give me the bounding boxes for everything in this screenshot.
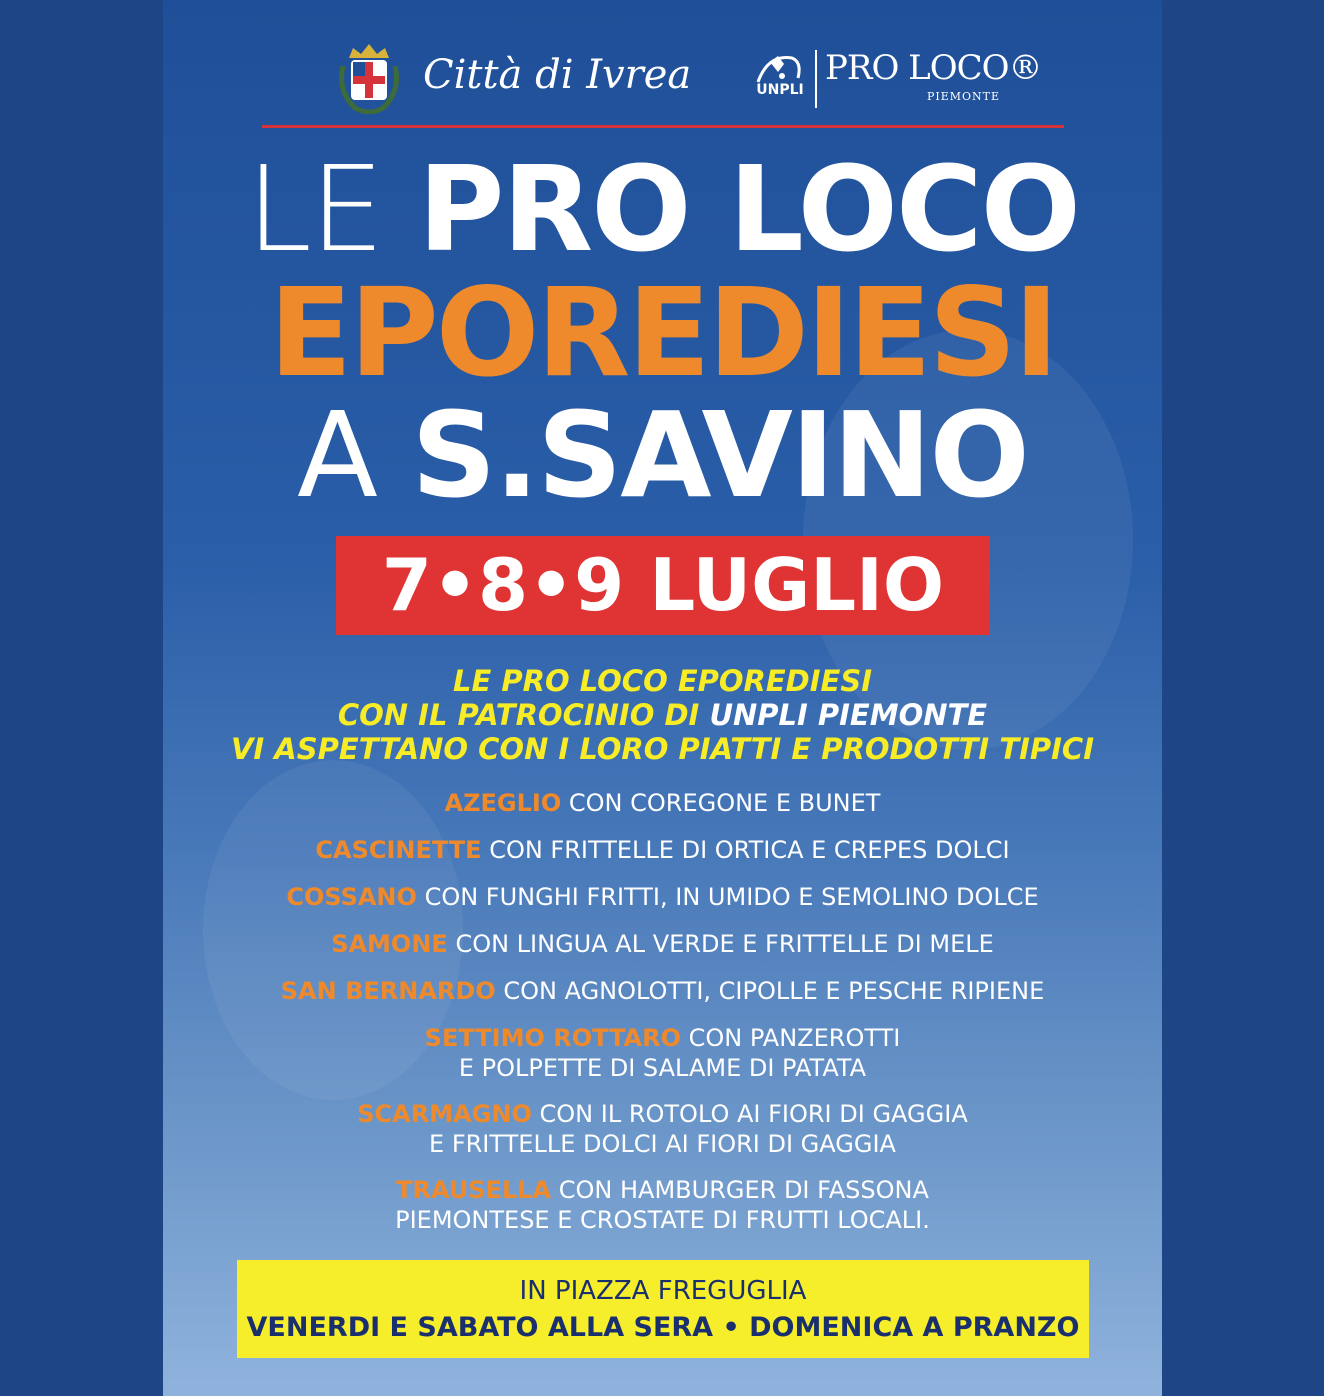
town-name: SETTIMO ROTTARO: [424, 1024, 681, 1052]
dish-text: CON COREGONE E BUNET: [568, 789, 881, 817]
dish-text: CON HAMBURGER DI FASSONA: [558, 1176, 929, 1204]
intro-text: [163, 664, 1162, 766]
unpli-label: UNPLI: [756, 82, 804, 98]
list-item: [163, 929, 1162, 959]
title-line-1: [163, 140, 1162, 278]
intro-line-2: [163, 698, 1162, 732]
town-name: SAN BERNARDO: [280, 977, 496, 1005]
schedule-text: VENERDI E SABATO ALLA SERA • DOMENICA A PRANZO: [246, 1312, 1080, 1343]
dish-text-continued: E FRITTELLE DOLCI AI FIORI DI GAGGIA: [429, 1130, 896, 1158]
title-a: A: [297, 386, 376, 524]
town-name: SAMONE: [331, 930, 448, 958]
dish-text: CON PANZEROTTI: [688, 1024, 901, 1052]
list-item: [163, 882, 1162, 912]
dish-text: CON AGNOLOTTI, CIPOLLE E PESCHE RIPIENE: [503, 977, 1045, 1005]
proloco-region: PIEMONTE: [927, 90, 1001, 103]
list-item: [163, 976, 1162, 1006]
dish-text: CON FRITTELLE DI ORTICA E CREPES DOLCI: [489, 836, 1010, 864]
town-name: AZEGLIO: [444, 789, 562, 817]
dish-text: CON LINGUA AL VERDE E FRITTELLE DI MELE: [455, 930, 994, 958]
header-divider: [262, 125, 1064, 128]
title-s-savino: S.SAVINO: [411, 386, 1028, 524]
dish-text-continued: E POLPETTE DI SALAME DI PATATA: [458, 1054, 867, 1082]
header: [163, 30, 1162, 120]
town-name: SCARMAGNO: [357, 1100, 532, 1128]
list-item: [163, 835, 1162, 865]
proloco-name: PRO LOCO®: [825, 48, 1042, 88]
intro-line-3: VI ASPETTANO CON I LORO PIATTI E PRODOTTI TIPICI: [230, 732, 1095, 766]
unpli-logo-icon: [748, 48, 808, 110]
intro-line-1: LE PRO LOCO EPOREDIESI: [452, 664, 873, 698]
dish-text: CON FUNGHI FRITTI, IN UMIDO E SEMOLINO DOLCE: [424, 883, 1039, 911]
list-item: [163, 1099, 1162, 1159]
list-item: [163, 1023, 1162, 1083]
location-text: IN PIAZZA FREGUGLIA: [519, 1276, 807, 1306]
logo-divider: [815, 50, 817, 108]
event-dates: 7•8•9 LUGLIO: [336, 536, 990, 635]
title-line-3: [163, 386, 1162, 524]
location-box: [237, 1260, 1089, 1358]
title-pro-loco: PRO LOCO: [417, 140, 1079, 278]
town-name: CASCINETTE: [315, 836, 482, 864]
event-poster: [163, 0, 1162, 1396]
title-prefix: LE: [246, 140, 383, 278]
dish-text: CON IL ROTOLO AI FIORI DI GAGGIA: [539, 1100, 968, 1128]
city-crest-icon: [333, 36, 405, 114]
title-eporediesi: EPOREDIESI: [268, 262, 1056, 404]
list-item: [163, 1175, 1162, 1235]
list-item: [163, 788, 1162, 818]
intro-line-2-prefix: CON IL PATROCINIO DI: [337, 698, 700, 732]
intro-unpli-piemonte: UNPLI PIEMONTE: [709, 698, 988, 732]
dish-text-continued: PIEMONTESE E CROSTATE DI FRUTTI LOCALI.: [395, 1206, 930, 1234]
city-name: Città di Ivrea: [423, 52, 692, 98]
town-name: TRAUSELLA: [396, 1176, 552, 1204]
town-name: COSSANO: [286, 883, 417, 911]
